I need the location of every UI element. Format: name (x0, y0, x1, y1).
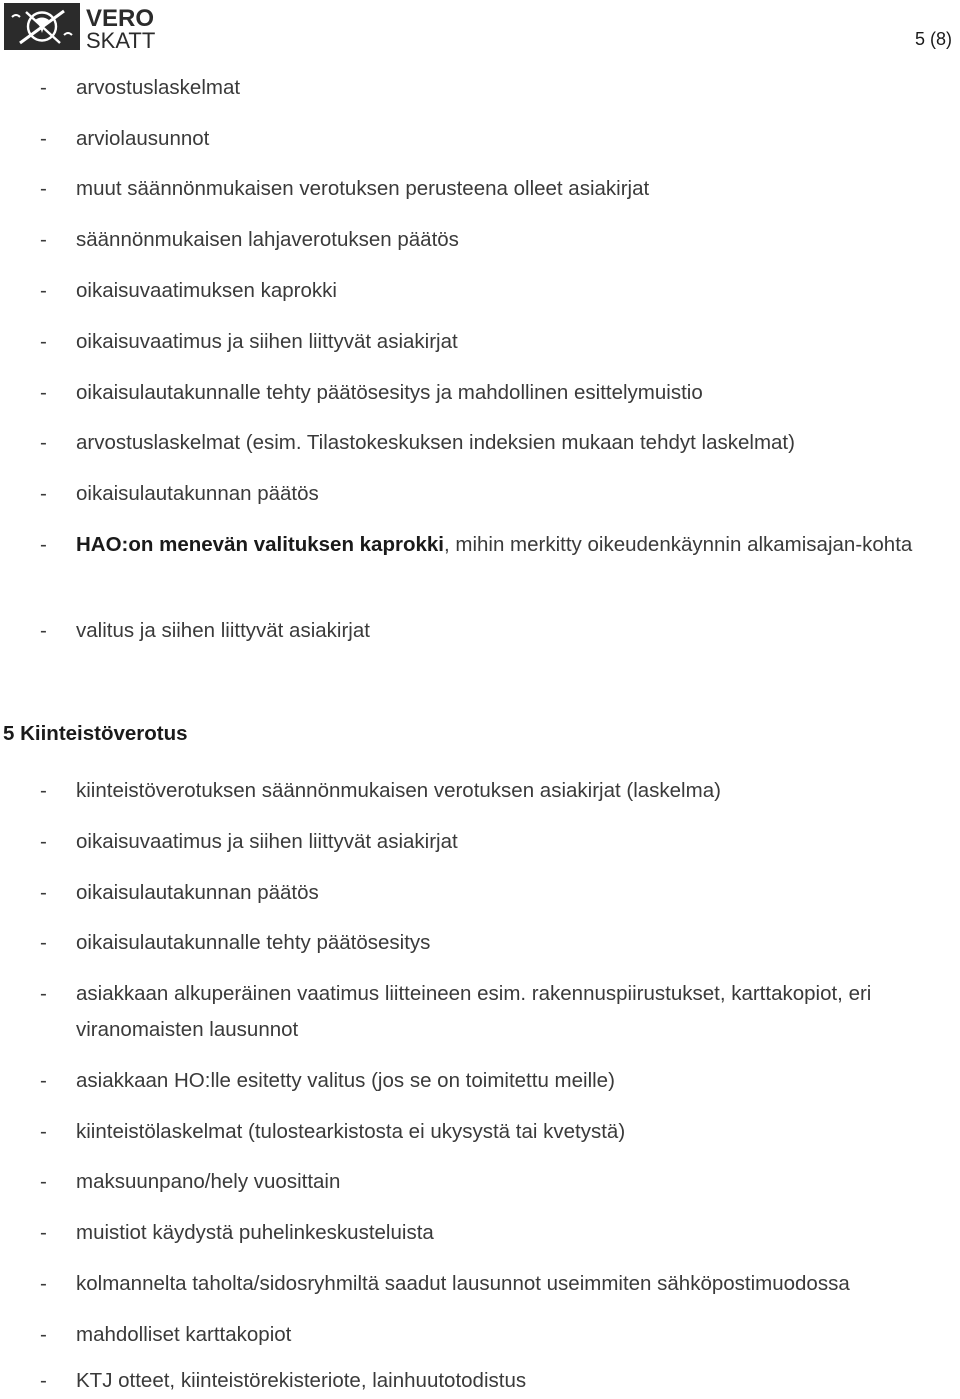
list-item-text: oikaisuvaatimus ja siihen liittyvät asiakirjat (76, 830, 458, 853)
list-item-text: oikaisulautakunnalle tehty päätösesitys ja mahdollinen esittelymuistio (76, 381, 703, 404)
bullet-dash: - (40, 76, 47, 99)
page-header (0, 0, 960, 56)
emphasis-text: HAO:on menevän valituksen kaprokki (76, 533, 444, 556)
list-item-text: valitus ja siihen liittyvät asiakirjat (76, 619, 370, 642)
bullet-dash: - (40, 381, 47, 404)
vero-skatt-logo (4, 3, 156, 50)
list-item-text: oikaisuvaatimuksen kaprokki (76, 279, 337, 302)
bullet-dash: - (40, 228, 47, 251)
list-item-text-rest: , mihin merkitty oikeudenkäynnin alkamisajan-kohta (443, 533, 913, 556)
bullet-dash: - (40, 330, 47, 353)
bullet-dash: - (40, 279, 47, 302)
list-item-text: mahdolliset karttakopiot (76, 1323, 292, 1346)
bullet-dash: - (40, 431, 47, 454)
page-number: 5 (8) (914, 29, 952, 49)
tax-administration-emblem-icon (4, 3, 80, 50)
bullet-dash: - (40, 533, 47, 556)
bullet-dash: - (40, 881, 47, 904)
bullet-dash: - (40, 619, 47, 642)
list-item-text: muut säännönmukaisen verotuksen perusteena olleet asiakirjat (76, 177, 650, 200)
list-item-text: kiinteistölaskelmat (tulostearkistosta ei ukysystä tai kvetystä) (76, 1120, 626, 1143)
bullet-dash: - (40, 1120, 47, 1143)
bullet-dash: - (40, 1221, 47, 1244)
list-item-text (76, 527, 958, 563)
list-item-text: kiinteistöverotuksen säännönmukaisen verotuksen asiakirjat (laskelma) (76, 779, 721, 802)
bullet-dash: - (40, 1369, 47, 1392)
bullet-dash: - (40, 982, 47, 1005)
bullet-dash: - (40, 931, 47, 954)
list-item-text: kolmannelta taholta/sidosryhmiltä saadut lausunnot useimmiten sähköpostimuodossa (76, 1272, 850, 1295)
list-item-text: maksuunpano/hely vuosittain (76, 1170, 341, 1193)
list-item-text: muistiot käydystä puhelinkeskusteluista (76, 1221, 434, 1244)
list-item-text: oikaisulautakunnan päätös (76, 881, 319, 904)
list-item-text: arviolausunnot (76, 127, 210, 150)
list-item-text: oikaisulautakunnan päätös (76, 482, 319, 505)
bullet-dash: - (40, 830, 47, 853)
section-heading: 5 Kiinteistöverotus (3, 722, 188, 745)
bullet-dash: - (40, 1170, 47, 1193)
bullet-dash: - (40, 779, 47, 802)
logo-brand-top: VERO (86, 5, 155, 32)
list-item-text: arvostuslaskelmat (76, 76, 241, 99)
bullet-dash: - (40, 177, 47, 200)
bullet-dash: - (40, 1323, 47, 1346)
list-item-text: oikaisuvaatimus ja siihen liittyvät asiakirjat (76, 330, 458, 353)
list-item-text: arvostuslaskelmat (esim. Tilastokeskuksen indeksien mukaan tehdyt laskelmat) (76, 431, 795, 454)
bullet-dash: - (40, 1069, 47, 1092)
list-item-text: säännönmukaisen lahjaverotuksen päätös (76, 228, 459, 251)
list-item-text: oikaisulautakunnalle tehty päätösesitys (76, 931, 431, 954)
bullet-dash: - (40, 1272, 47, 1295)
list-item-text: KTJ otteet, kiinteistörekisteriote, lainhuutotodistus (76, 1369, 527, 1392)
bullet-dash: - (40, 482, 47, 505)
logo-brand-bottom: SKATT (86, 28, 156, 50)
bullet-dash: - (40, 127, 47, 150)
list-item-text: asiakkaan alkuperäinen vaatimus liitteineen esim. rakennuspiirustukset, karttakopiot, eri viranomaisten lausunnot (76, 982, 872, 1041)
list-item-text: asiakkaan HO:lle esitetty valitus (jos se on toimitettu meille) (76, 1069, 615, 1092)
